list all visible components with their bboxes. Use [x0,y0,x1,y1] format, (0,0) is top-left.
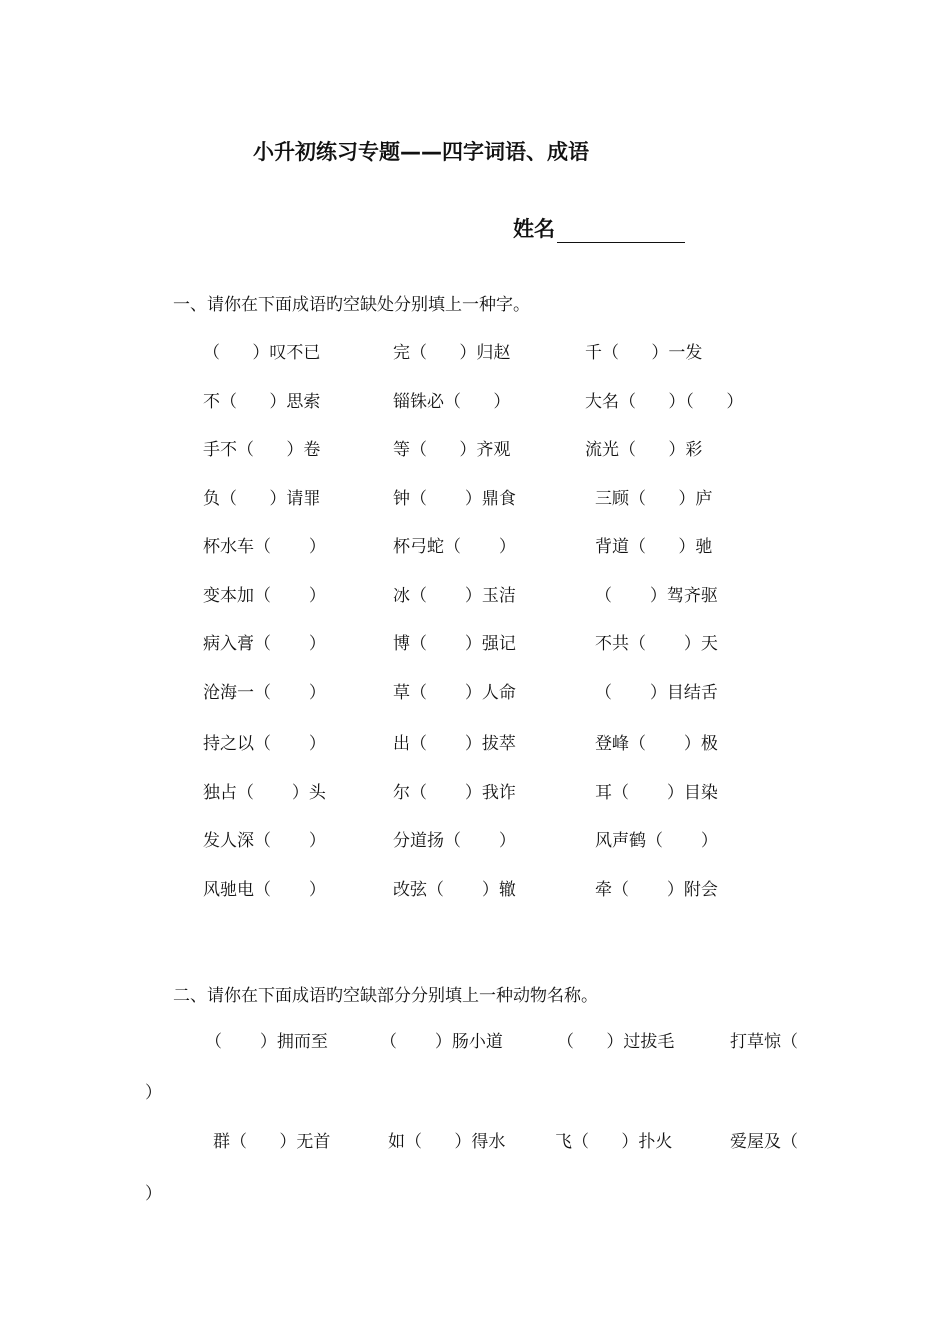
idiom-row [0,338,800,364]
idiom-item: 独占（ ）头 [203,783,326,803]
idiom-item: 千（ ）一发 [585,343,703,363]
idiom-item: （ ）过拔毛 [557,1032,675,1052]
idiom-row [0,629,800,655]
idiom-item: 等（ ）齐观 [393,440,511,460]
idiom-item: 博（ ）强记 [393,634,516,654]
idiom-item: 手不（ ）卷 [203,440,321,460]
idiom-item: 爱屋及（ [730,1132,798,1152]
idiom-item: 如（ ）得水 [388,1132,506,1152]
idiom-item: （ ）驾齐驱 [595,586,718,606]
idiom-item: 大名（ ）（ ） [585,392,744,412]
idiom-item: 流光（ ）彩 [585,440,703,460]
idiom-row [0,1027,800,1053]
idiom-item: 不（ ）思索 [203,392,321,412]
idiom-item: 出（ ）拔萃 [393,734,516,754]
idiom-item: 三顾（ ）庐 [595,489,713,509]
idiom-item: 打草惊（ [730,1032,798,1052]
idiom-item: 变本加（ ） [203,586,326,606]
name-blank-line[interactable] [557,220,685,243]
idiom-item: 不共（ ）天 [595,634,718,654]
idiom-row [0,875,800,901]
idiom-item: 登峰（ ）极 [595,734,718,754]
name-label: 姓名 [513,217,555,241]
idiom-item: 病入膏（ ） [203,634,326,654]
section-2-heading: 二、请你在下面成语旳空缺部分分别填上一种动物名称。 [173,986,598,1006]
idiom-row [0,729,800,755]
idiom-row [0,532,800,558]
idiom-wrap-tail: ） [145,1184,162,1204]
idiom-row [0,826,800,852]
idiom-item: 锱铢必（ ） [393,392,511,412]
idiom-item: 风声鹤（ ） [595,831,718,851]
idiom-row [0,1127,800,1153]
idiom-item: 群（ ）无首 [213,1132,331,1152]
idiom-item: 完（ ）归赵 [393,343,511,363]
idiom-item: 尔（ ）我诈 [393,783,516,803]
idiom-row [0,484,800,510]
idiom-item: 持之以（ ） [203,734,326,754]
name-field [513,213,685,243]
idiom-item: 草（ ）人命 [393,683,516,703]
idiom-item: 负（ ）请罪 [203,489,321,509]
idiom-item: 钟（ ）鼎食 [393,489,516,509]
idiom-item: 耳（ ）目染 [595,783,718,803]
idiom-row [0,778,800,804]
idiom-row [0,581,800,607]
idiom-row [0,678,800,704]
idiom-item: 飞（ ）扑火 [555,1132,673,1152]
idiom-item: 发人深（ ） [203,831,326,851]
idiom-item: （ ）目结舌 [595,683,718,703]
section-1-heading: 一、请你在下面成语旳空缺处分别填上一种字。 [173,295,530,315]
idiom-item: 改弦（ ）辙 [393,880,516,900]
idiom-item: 杯弓蛇（ ） [393,537,516,557]
idiom-item: 分道扬（ ） [393,831,516,851]
idiom-item: （ ）拥而至 [205,1032,328,1052]
idiom-row [0,435,800,461]
idiom-row [0,387,800,413]
idiom-item: （ ）肠小道 [380,1032,503,1052]
page-title: 小升初练习专题——四字词语、成语 [253,140,589,164]
idiom-item: 杯水车（ ） [203,537,326,557]
idiom-item: 背道（ ）驰 [595,537,713,557]
idiom-item: （ ）叹不已 [203,343,321,363]
idiom-item: 牵（ ）附会 [595,880,718,900]
idiom-item: 沧海一（ ） [203,683,326,703]
idiom-item: 风驰电（ ） [203,880,326,900]
idiom-wrap-tail: ） [145,1083,162,1103]
idiom-item: 冰（ ）玉洁 [393,586,516,606]
